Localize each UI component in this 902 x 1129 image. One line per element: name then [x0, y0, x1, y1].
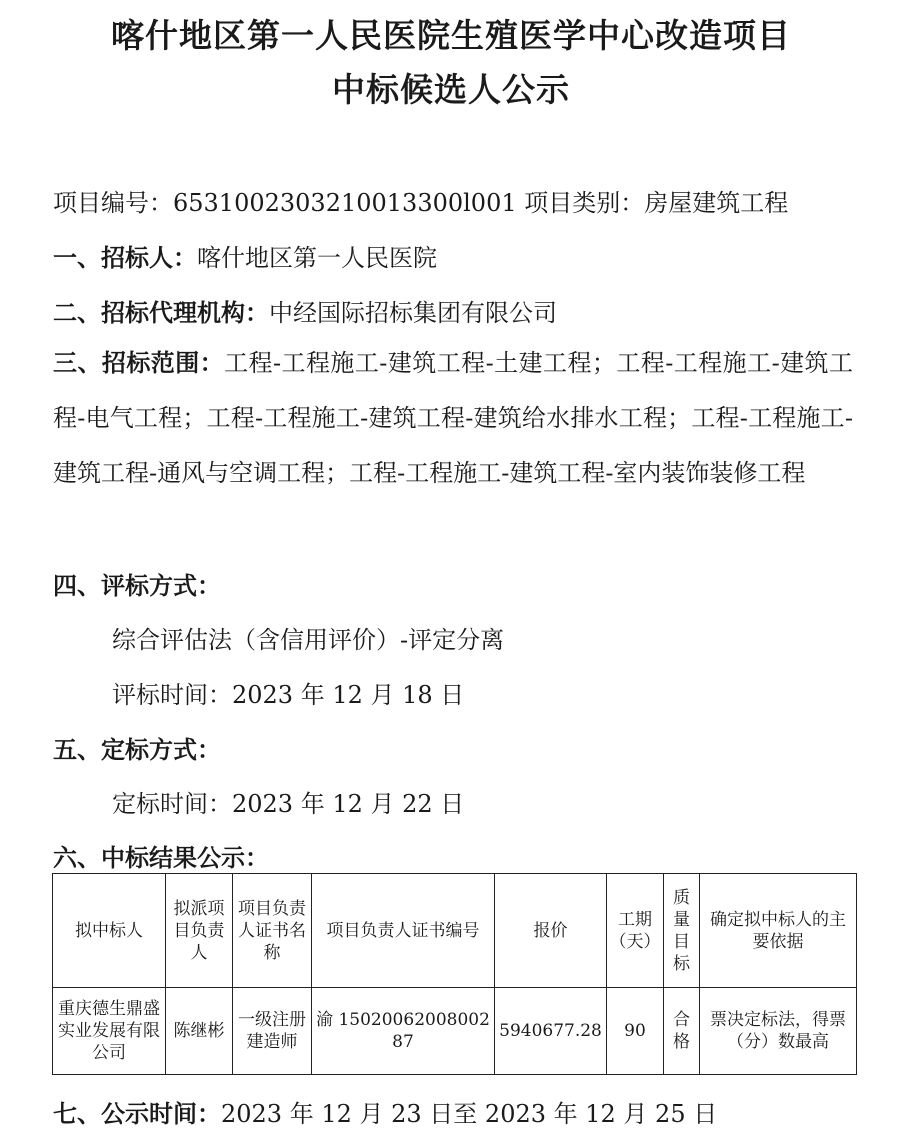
section-eval-method: [53, 566, 221, 601]
table-row: [53, 988, 857, 1075]
result-table: [52, 873, 857, 1075]
section-publicity-heading: 七、公示时间：: [53, 1100, 221, 1128]
table-header-cell: 拟中标人: [53, 874, 166, 988]
section-agency: [53, 293, 557, 328]
agency-name: 中经国际招标集团有限公司: [269, 299, 557, 327]
basis-cell: 票决定标法，得票（分）数最高: [700, 988, 857, 1075]
section-tenderer: [53, 238, 437, 273]
section-result-heading: 六、中标结果公示：: [53, 844, 269, 872]
bid-price-cell: 5940677.28: [495, 988, 607, 1075]
project-no-label: 项目编号：: [53, 189, 173, 217]
table-header-cell: 质量目标: [664, 874, 700, 988]
winner-name-cell: 重庆德生鼎盛实业发展有限公司: [53, 988, 166, 1075]
quality-cell: 合格: [664, 988, 700, 1075]
duration-cell: 90: [607, 988, 664, 1075]
table-header-row: [53, 874, 857, 988]
scope-text: 工程-工程施工-建筑工程-土建工程；工程-工程施工-建筑工程-电气工程；工程-工程施工-建筑工程-建筑给水排水工程；工程-工程施工-建筑工程-通风与空调工程；工程-工程施工-建筑工程-室内装饰装修工程: [53, 349, 854, 487]
project-no: 6531002303210013300l001: [173, 189, 517, 217]
decision-time-text: 定标时间：2023 年 12 月 22 日: [112, 790, 465, 818]
section-decision-heading: 五、定标方式：: [53, 736, 221, 764]
table-header-cell: 项目负责人证书名称: [233, 874, 312, 988]
section-result: [53, 838, 269, 873]
section-agency-heading: 二、招标代理机构：: [53, 299, 269, 327]
notice-title-line2: 中标候选人公示: [332, 70, 570, 109]
notice-title-line1: 喀什地区第一人民医院生殖医学中心改造项目: [111, 16, 791, 55]
table-header-cell: 工期（天）: [607, 874, 664, 988]
eval-method-text: 综合评估法（含信用评价）-评定分离: [112, 626, 505, 654]
table-header-cell: 确定拟中标人的主要依据: [700, 874, 857, 988]
table-header-cell: 拟派项目负责人: [166, 874, 233, 988]
table-header-cell: 报价: [495, 874, 607, 988]
section-decision-method: [53, 730, 221, 765]
section-tenderer-heading: 一、招标人：: [53, 244, 197, 272]
section-publicity-time: [53, 1094, 717, 1129]
section-eval-heading: 四、评标方式：: [53, 572, 221, 600]
project-leader-cell: 陈继彬: [166, 988, 233, 1075]
table-header-cell: 项目负责人证书编号: [312, 874, 495, 988]
project-info-line: [53, 183, 788, 218]
publicity-period: 2023 年 12 月 23 日至 2023 年 12 月 25 日: [221, 1100, 718, 1128]
certificate-name-cell: 一级注册建造师: [233, 988, 312, 1075]
project-type: 房屋建筑工程: [644, 189, 789, 217]
section-scope-heading: 三、招标范围：: [53, 349, 225, 377]
certificate-no-cell: 渝 1502006200800287: [312, 988, 495, 1075]
tenderer-name: 喀什地区第一人民医院: [197, 244, 437, 272]
project-type-label: 项目类别：: [524, 189, 645, 217]
eval-time-text: 评标时间：2023 年 12 月 18 日: [112, 681, 465, 709]
section-scope: [53, 336, 853, 501]
